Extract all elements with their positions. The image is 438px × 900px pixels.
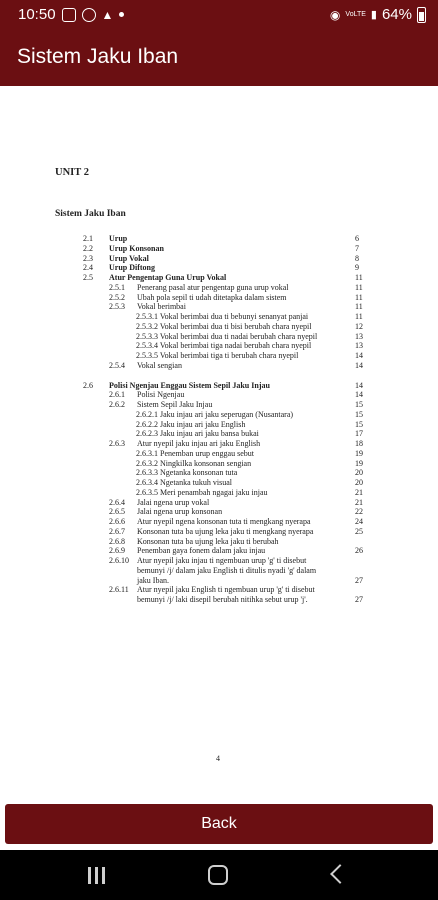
toc-title: 2.6.3.5 Meri penambah ngagai jaku injau	[136, 487, 268, 497]
toc-row	[0, 273, 438, 283]
toc-page: 13	[355, 341, 363, 351]
table-of-contents	[0, 234, 438, 605]
toc-page: 27	[355, 575, 363, 585]
toc-row	[0, 595, 438, 605]
toc-row	[0, 459, 438, 469]
toc-title: Atur nyepil jaku English ti ngembuan urup 'g' ti disebut	[137, 585, 315, 595]
toc-row	[0, 420, 438, 430]
toc-title: bemunyi /j/ laki disepil berubah nitihka sebut urup 'j'.	[137, 595, 308, 604]
back-button[interactable]: Back	[5, 804, 433, 844]
toc-title: 2.6.3.3 Ngetanka konsonan tuta	[136, 468, 238, 478]
battery-percent: 64%	[381, 6, 412, 23]
toc-row	[0, 537, 438, 547]
toc-row	[0, 410, 438, 420]
toc-number: 2.2	[83, 243, 93, 253]
page-number: 4	[216, 754, 220, 763]
toc-title: Jalai ngena urup konsonan	[137, 507, 223, 517]
toc-number: 2.6.7	[109, 526, 125, 536]
toc-number: 2.5.4	[109, 360, 125, 370]
toc-title: 2.6.2.3 Jaku injau ari jaku bansa bukai	[136, 429, 259, 439]
toc-row	[0, 322, 438, 332]
toc-page: 14	[355, 351, 363, 360]
network-label: VoLTE	[345, 11, 366, 18]
toc-title: Atur nyepil jaku injau ari jaku English	[137, 439, 261, 448]
toc-title: Vokal berimbai	[137, 302, 186, 312]
toc-row	[0, 449, 438, 459]
toc-row	[0, 234, 438, 244]
toc-title: 2.5.3.3 Vokal berimbai dua ti nadai berubah chara nyepil	[136, 331, 318, 341]
toc-row	[0, 576, 438, 586]
wifi-icon: ◉	[329, 7, 341, 22]
toc-page: 7	[355, 243, 359, 253]
toc-page: 11	[355, 302, 363, 312]
toc-title: Urup Diftong	[109, 263, 156, 273]
car-icon: ▲	[101, 7, 114, 22]
toc-row	[0, 488, 438, 498]
toc-page: 24	[355, 517, 363, 526]
toc-page: 11	[355, 312, 363, 321]
toc-title: Atur Pengentap Guna Urup Vokal	[109, 273, 227, 282]
toc-number: 2.3	[83, 253, 93, 263]
toc-row	[0, 263, 438, 273]
toc-number: 2.6.1	[109, 390, 125, 400]
battery-icon	[417, 7, 426, 23]
toc-title: Urup	[109, 234, 128, 243]
toc-number: 2.5	[83, 273, 93, 282]
toc-row	[0, 527, 438, 537]
toc-number: 2.6.11	[109, 585, 129, 595]
toc-page: 21	[355, 497, 363, 507]
toc-title: Polisi Ngenjau Enggau Sistem Sepil Jaku Injau	[109, 380, 270, 390]
toc-page: 18	[355, 439, 363, 448]
toc-title: Atur nyepil jaku injau ti ngembuan urup 'g' ti disebut	[137, 556, 307, 565]
toc-page: 19	[355, 448, 363, 458]
toc-row	[0, 351, 438, 361]
toc-title: Konsonan tuta ba ujung leka jaku ti berubah	[137, 536, 279, 546]
toc-row	[0, 381, 438, 391]
toc-page: 22	[355, 507, 363, 517]
toc-title: 2.6.2.2 Jaku injau ari jaku English	[136, 419, 246, 429]
instagram-icon	[82, 8, 96, 22]
toc-title: Polisi Ngenjau	[137, 390, 185, 400]
toc-row	[0, 341, 438, 351]
toc-number: 2.6.4	[109, 497, 125, 507]
toc-page: 13	[355, 331, 363, 341]
toc-row	[0, 439, 438, 449]
unit-heading: UNIT 2	[55, 167, 89, 178]
toc-title: 2.5.3.2 Vokal berimbai dua ti bisi berubah chara nyepil	[136, 321, 312, 331]
toc-number: 2.6.8	[109, 536, 125, 546]
toc-page: 14	[355, 360, 363, 370]
toc-number: 2.5.1	[109, 282, 125, 292]
toc-page: 27	[355, 595, 363, 604]
toc-row	[0, 302, 438, 312]
toc-title: Sistem Sepil Jaku Injau	[137, 400, 213, 409]
toc-row	[0, 244, 438, 254]
dot-icon	[119, 12, 124, 17]
toc-page: 17	[355, 429, 363, 439]
toc-row	[0, 556, 438, 566]
app-title: Sistem Jaku Iban	[17, 45, 179, 68]
toc-row	[0, 400, 438, 410]
toc-page: 26	[355, 546, 363, 556]
toc-number: 2.6.6	[109, 517, 125, 526]
toc-number: 2.6	[83, 380, 93, 390]
toc-title: Atur nyepil ngena konsonan tuta ti mengkang nyerapa	[137, 517, 311, 526]
toc-row	[0, 585, 438, 595]
toc-row	[0, 566, 438, 576]
toc-number: 2.6.10	[109, 556, 129, 565]
toc-title: Vokal sengian	[137, 360, 182, 370]
signal-icon: ▮	[370, 9, 377, 21]
toc-page: 6	[355, 234, 359, 243]
toc-page: 14	[355, 390, 363, 400]
toc-row	[0, 293, 438, 303]
toc-row	[0, 283, 438, 293]
toc-number: 2.5.2	[109, 292, 125, 302]
toc-number: 2.1	[83, 234, 93, 243]
toc-row	[0, 546, 438, 556]
toc-title: 2.5.3.1 Vokal berimbai dua ti bebunyi senanyat panjai	[136, 312, 309, 321]
toc-page: 8	[355, 253, 359, 263]
home-icon[interactable]	[208, 865, 228, 885]
toc-row	[0, 312, 438, 322]
toc-row	[0, 507, 438, 517]
toc-title: 2.6.3.2 Ningkilka konsonan sengian	[136, 458, 252, 468]
toc-title: 2.6.3.1 Penemban urup enggau sebut	[136, 448, 254, 458]
toc-page: 9	[355, 263, 359, 273]
toc-number: 2.6.9	[109, 546, 125, 556]
toc-page: 15	[355, 400, 363, 409]
recent-apps-icon[interactable]	[88, 867, 106, 884]
toc-row	[0, 254, 438, 264]
status-bar	[0, 0, 438, 30]
status-time: 10:50	[18, 6, 56, 23]
toc-title: Penemban gaya fonem dalam jaku injau	[137, 546, 266, 556]
toc-row	[0, 517, 438, 527]
toc-number: 2.6.5	[109, 507, 125, 517]
toc-title: Urup Konsonan	[109, 243, 164, 253]
toc-number: 2.4	[83, 263, 93, 273]
toc-title: bemunyi /j/ dalam jaku English ti ditulis nyadi 'g' dalam	[137, 565, 317, 575]
toc-row	[0, 498, 438, 508]
app-bar	[0, 30, 438, 86]
toc-title: Penerang pasal atur pengentap guna urup vokal	[137, 282, 289, 292]
toc-row	[0, 468, 438, 478]
toc-title: Urup Vokal	[109, 253, 149, 263]
toc-page: 19	[355, 458, 363, 468]
toc-page: 20	[355, 468, 363, 478]
toc-page: 11	[355, 273, 363, 282]
toc-row	[0, 332, 438, 342]
toc-title: 2.5.3.4 Vokal berimbai tiga nadai berubah chara nyepil	[136, 341, 312, 351]
toc-title: Ubah pola sepil ti udah ditetapka dalam sistem	[137, 292, 287, 302]
navigation-bar	[0, 850, 438, 900]
toc-page: 15	[355, 419, 363, 429]
toc-row	[0, 390, 438, 400]
toc-title: Konsonan tuta ba ujung leka jaku ti mengkang nyerapa	[137, 526, 314, 536]
toc-page: 21	[355, 487, 363, 497]
app-notification-icon	[62, 8, 76, 22]
back-arrow-icon[interactable]	[330, 864, 350, 884]
toc-number: 2.5.3	[109, 302, 125, 312]
toc-title: 2.5.3.5 Vokal berimbai tiga ti berubah chara nyepil	[136, 351, 299, 360]
toc-title: 2.6.2.1 Jaku injau ari jaku seperugan (Nusantara)	[136, 409, 294, 419]
toc-page: 25	[355, 526, 363, 536]
toc-page: 20	[355, 478, 363, 487]
toc-page: 12	[355, 321, 363, 331]
toc-page: 15	[355, 409, 363, 419]
toc-row	[0, 478, 438, 488]
toc-number: 2.6.2	[109, 400, 125, 409]
toc-page: 11	[355, 292, 363, 302]
toc-row	[0, 361, 438, 371]
toc-row	[0, 429, 438, 439]
toc-title: Jalai ngena urup vokal	[137, 497, 210, 507]
document-page[interactable]	[0, 86, 438, 794]
section-heading: Sistem Jaku Iban	[55, 209, 126, 219]
toc-title: 2.6.3.4 Ngetanka tukuh visual	[136, 478, 232, 487]
toc-title: jaku Iban.	[137, 575, 169, 585]
toc-number: 2.6.3	[109, 439, 125, 448]
bottom-bar	[0, 794, 438, 850]
toc-page: 14	[355, 380, 363, 390]
toc-page: 11	[355, 282, 363, 292]
